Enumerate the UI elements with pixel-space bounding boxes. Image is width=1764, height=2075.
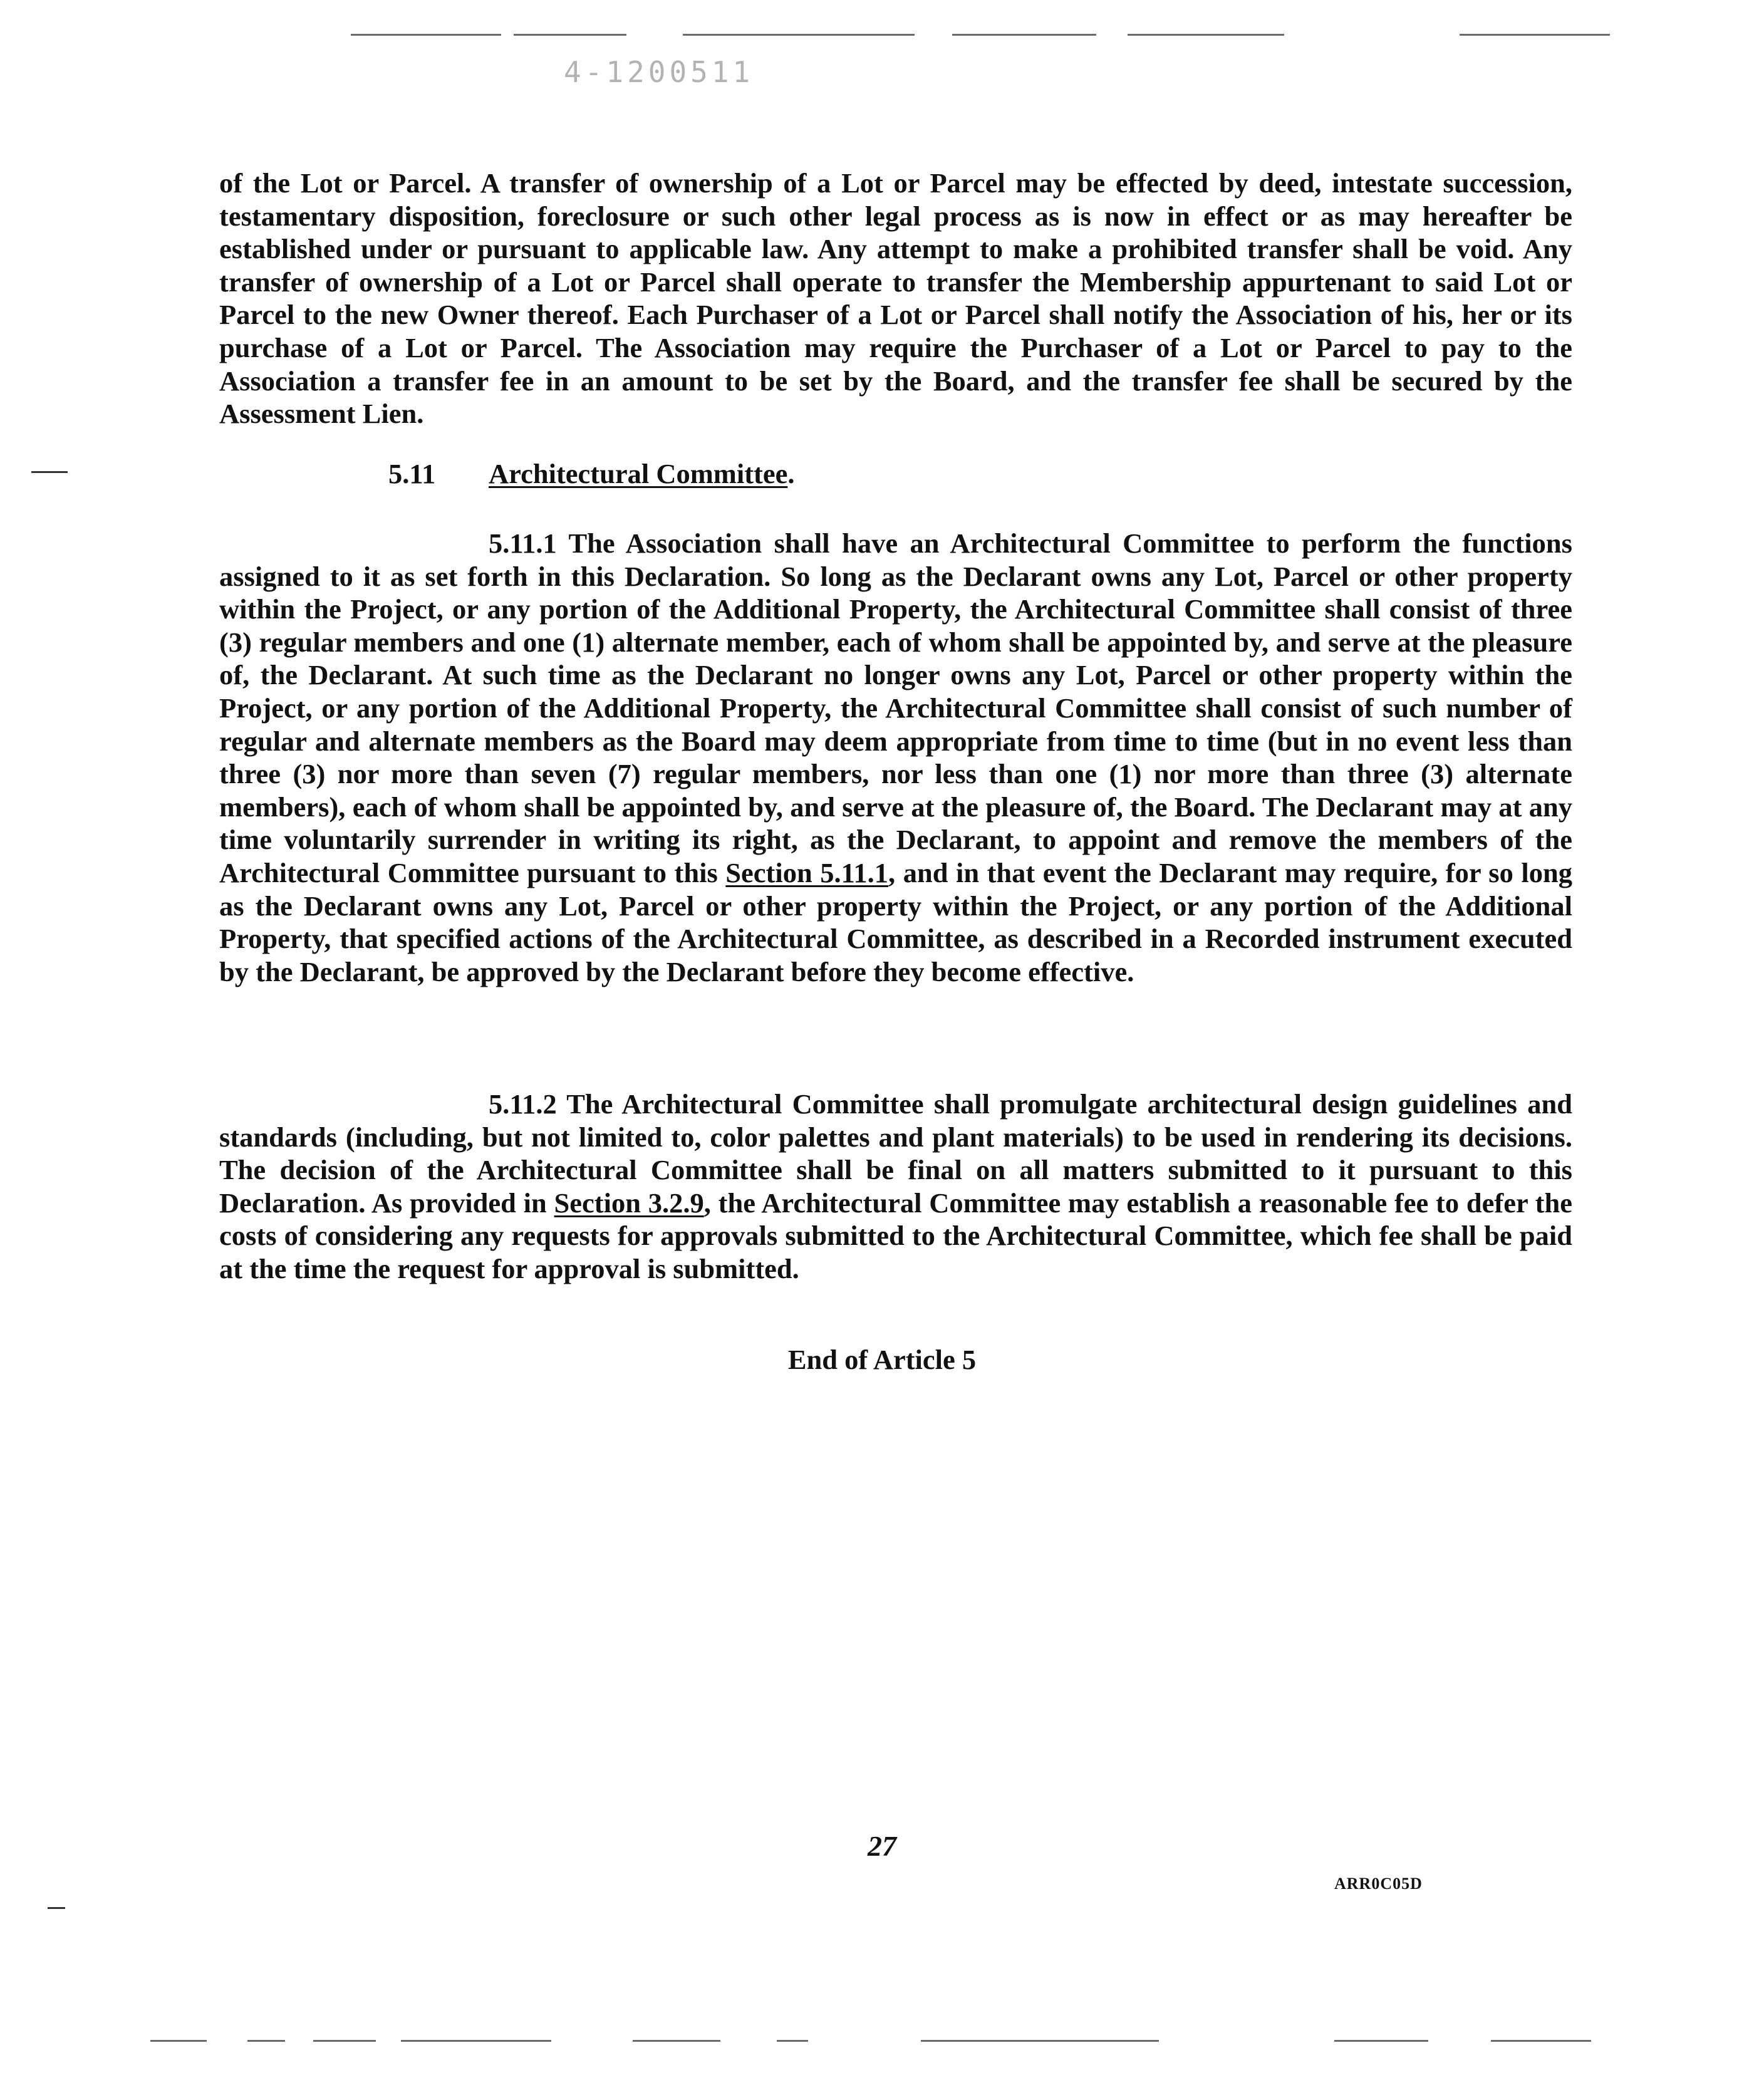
page-number: 27 xyxy=(868,1830,896,1862)
scan-artifact-bottom xyxy=(921,2040,1159,2042)
scan-artifact-bottom xyxy=(313,2040,376,2042)
section-reference-link: Section 3.2.9 xyxy=(554,1187,704,1219)
scan-artifact-top xyxy=(683,34,915,36)
paragraph-text: of the Lot or Parcel. A transfer of ownership of a Lot or Parcel may be effected by deed, intestate succession, testamentary disposition, foreclosure or such other legal process as is now in effect or as may hereafter be established under or pursuant to applicable law. Any attempt to make a prohibited transfer shall be void. Any transfer of ownership of a Lot or Parcel shall operate to transfer the Membership appurtenant to said Lot or Parcel to the new Owner thereof. Each Purchaser of a Lot or Parcel shall notify the Association of his, her or its purchase of a Lot or Parcel. The Association may require the Purchaser of a Lot or Parcel to pay to the Association a transfer fee in an amount to be set by the Board, and the transfer fee shall be secured by the Assessment Lien. xyxy=(219,167,1572,430)
scan-artifact-bottom xyxy=(1334,2040,1428,2042)
margin-mark xyxy=(31,471,68,473)
recording-stamp: 4-1200511 xyxy=(564,55,754,89)
section-title-period: . xyxy=(787,458,795,489)
section-reference-link: Section 5.11.1 xyxy=(725,856,889,888)
subsection-number: 5.11.1 xyxy=(489,528,557,559)
end-of-article: End of Article 5 xyxy=(787,1344,977,1375)
paragraph-text: The Architectural Committee shall promulgate architectural design guidelines and standards (including, but not limited to, color palettes and plant materials) to be used in rendering its decisions. The decision of the Architectural Committee shall be final on all matters submitted to it pursuant to this Declaration. As provided in xyxy=(219,1088,1572,1219)
scan-artifact-bottom xyxy=(150,2040,207,2042)
section-title: Architectural Committee xyxy=(489,458,788,489)
margin-mark xyxy=(48,1907,65,1909)
document-code: ARR0C05D xyxy=(1334,1875,1423,1893)
scan-artifact-top xyxy=(351,34,501,36)
paragraph-transfer xyxy=(219,167,1572,430)
scan-artifact-bottom xyxy=(1491,2040,1591,2042)
scan-artifact-top xyxy=(1128,34,1284,36)
scan-artifact-bottom xyxy=(401,2040,551,2042)
scan-artifact-top xyxy=(514,34,626,36)
scan-artifact-top xyxy=(1460,34,1610,36)
section-number: 5.11 xyxy=(388,458,436,489)
scan-artifact-bottom xyxy=(247,2040,285,2042)
paragraph-text: , and in that event the Declarant may require, for so long as the Declarant owns any Lot, Parcel or other property within the Project, or any portion of the Additional Property, that specified actions of the Architectural Committee, as described in a Recorded instrument executed by the Declarant, be approved by the Declarant before they become effective. xyxy=(219,856,1572,987)
scan-artifact-top xyxy=(952,34,1096,36)
paragraph-text: The Association shall have an Architectural Committee to perform the functions assigned to it as set forth in this Declaration. So long as the Declarant owns any Lot, Parcel or other property within the Project, or any portion of the Additional Property, the Architectural Committee shall consist of three (3) regular members and one (1) alternate member, each of whom shall be appointed by, and serve at the pleasure of, the Declarant. At such time as the Declarant no longer owns any Lot, Parcel or other property within the Project, or any portion of the Additional Property, the Architectural Committee shall consist of such number of regular and alternate members as the Board may deem appropriate from time to time (but in no event less than three (3) nor more than seven (7) regular members, nor less than one (1) nor more than three (3) alternate members), each of whom shall be appointed by, and serve at the pleasure of, the Board. The Declarant may at any time voluntarily surrender in writing its right, as the Declarant, to appoint and remove the members of the Architectural Committee pursuant to this xyxy=(219,528,1572,888)
scan-artifact-bottom xyxy=(633,2040,720,2042)
scan-artifact-bottom xyxy=(777,2040,808,2042)
paragraph-5-11-2 xyxy=(219,1088,1572,1286)
paragraph-5-11-1 xyxy=(219,527,1572,988)
paragraph-text: , the Architectural Committee may establish a reasonable fee to defer the costs of considering any requests for approvals submitted to the Architectural Committee, which fee shall be paid at the time the request for approval is submitted. xyxy=(219,1187,1572,1284)
subsection-number: 5.11.2 xyxy=(489,1088,557,1120)
section-heading xyxy=(388,457,794,490)
